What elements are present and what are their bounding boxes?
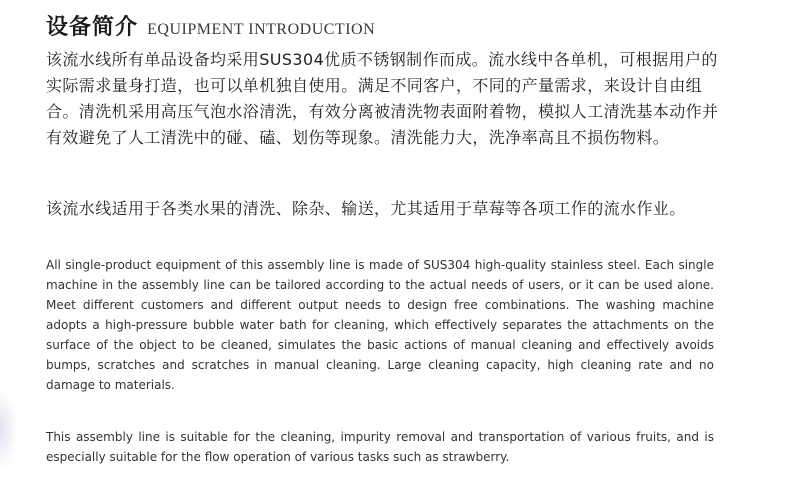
heading-chinese: 设备简介 bbox=[46, 15, 139, 40]
heading-english: EQUIPMENT INTRODUCTION bbox=[147, 21, 376, 38]
english-paragraph-1: All single-product equipment of this assembly line is made of SUS304 high-quality stainless steel. Each single machine in the assembly line can be tailored according to the actual needs of users, or it can be used alone. Meet different customers and different output needs to design free combinations. The washing machine adopts a high-pressure bubble water bath for cleaning, which effectively separates the attachments on the surface of the object to be cleaned, simulates the basic actions of manual cleaning and effectively avoids bumps, scratches and scratches in manual cleaning. Large cleaning capacity, high cleaning rate and no damage to materials. bbox=[46, 258, 714, 392]
section-heading bbox=[46, 10, 375, 42]
english-paragraph-2: This assembly line is suitable for the cleaning, impurity removal and transportation of various fruits, and is especially suitable for the flow operation of various tasks such as strawberry. bbox=[46, 430, 714, 464]
chinese-paragraph-2: 该流水线适用于各类水果的清洗、除杂、输送，尤其适用于草莓等各项工作的流水作业。 bbox=[46, 199, 686, 218]
chinese-paragraph-1: 该流水线所有单品设备均采用SUS304优质不锈钢制作而成。流水线中各单机，可根据用户的实际需求量身打造，也可以单机独自使用。满足不同客户，不同的产量需求，来设计自由组合。清洗机采用高压气泡水浴清洗，有效分离被清洗物表面附着物，模拟人工清洗基本动作并有效避免了人工清洗中的碰、磕、划伤等现象。清洗能力大，洗净率高且不损伤物料。 bbox=[46, 50, 719, 147]
left-edge-shadow bbox=[0, 390, 18, 470]
